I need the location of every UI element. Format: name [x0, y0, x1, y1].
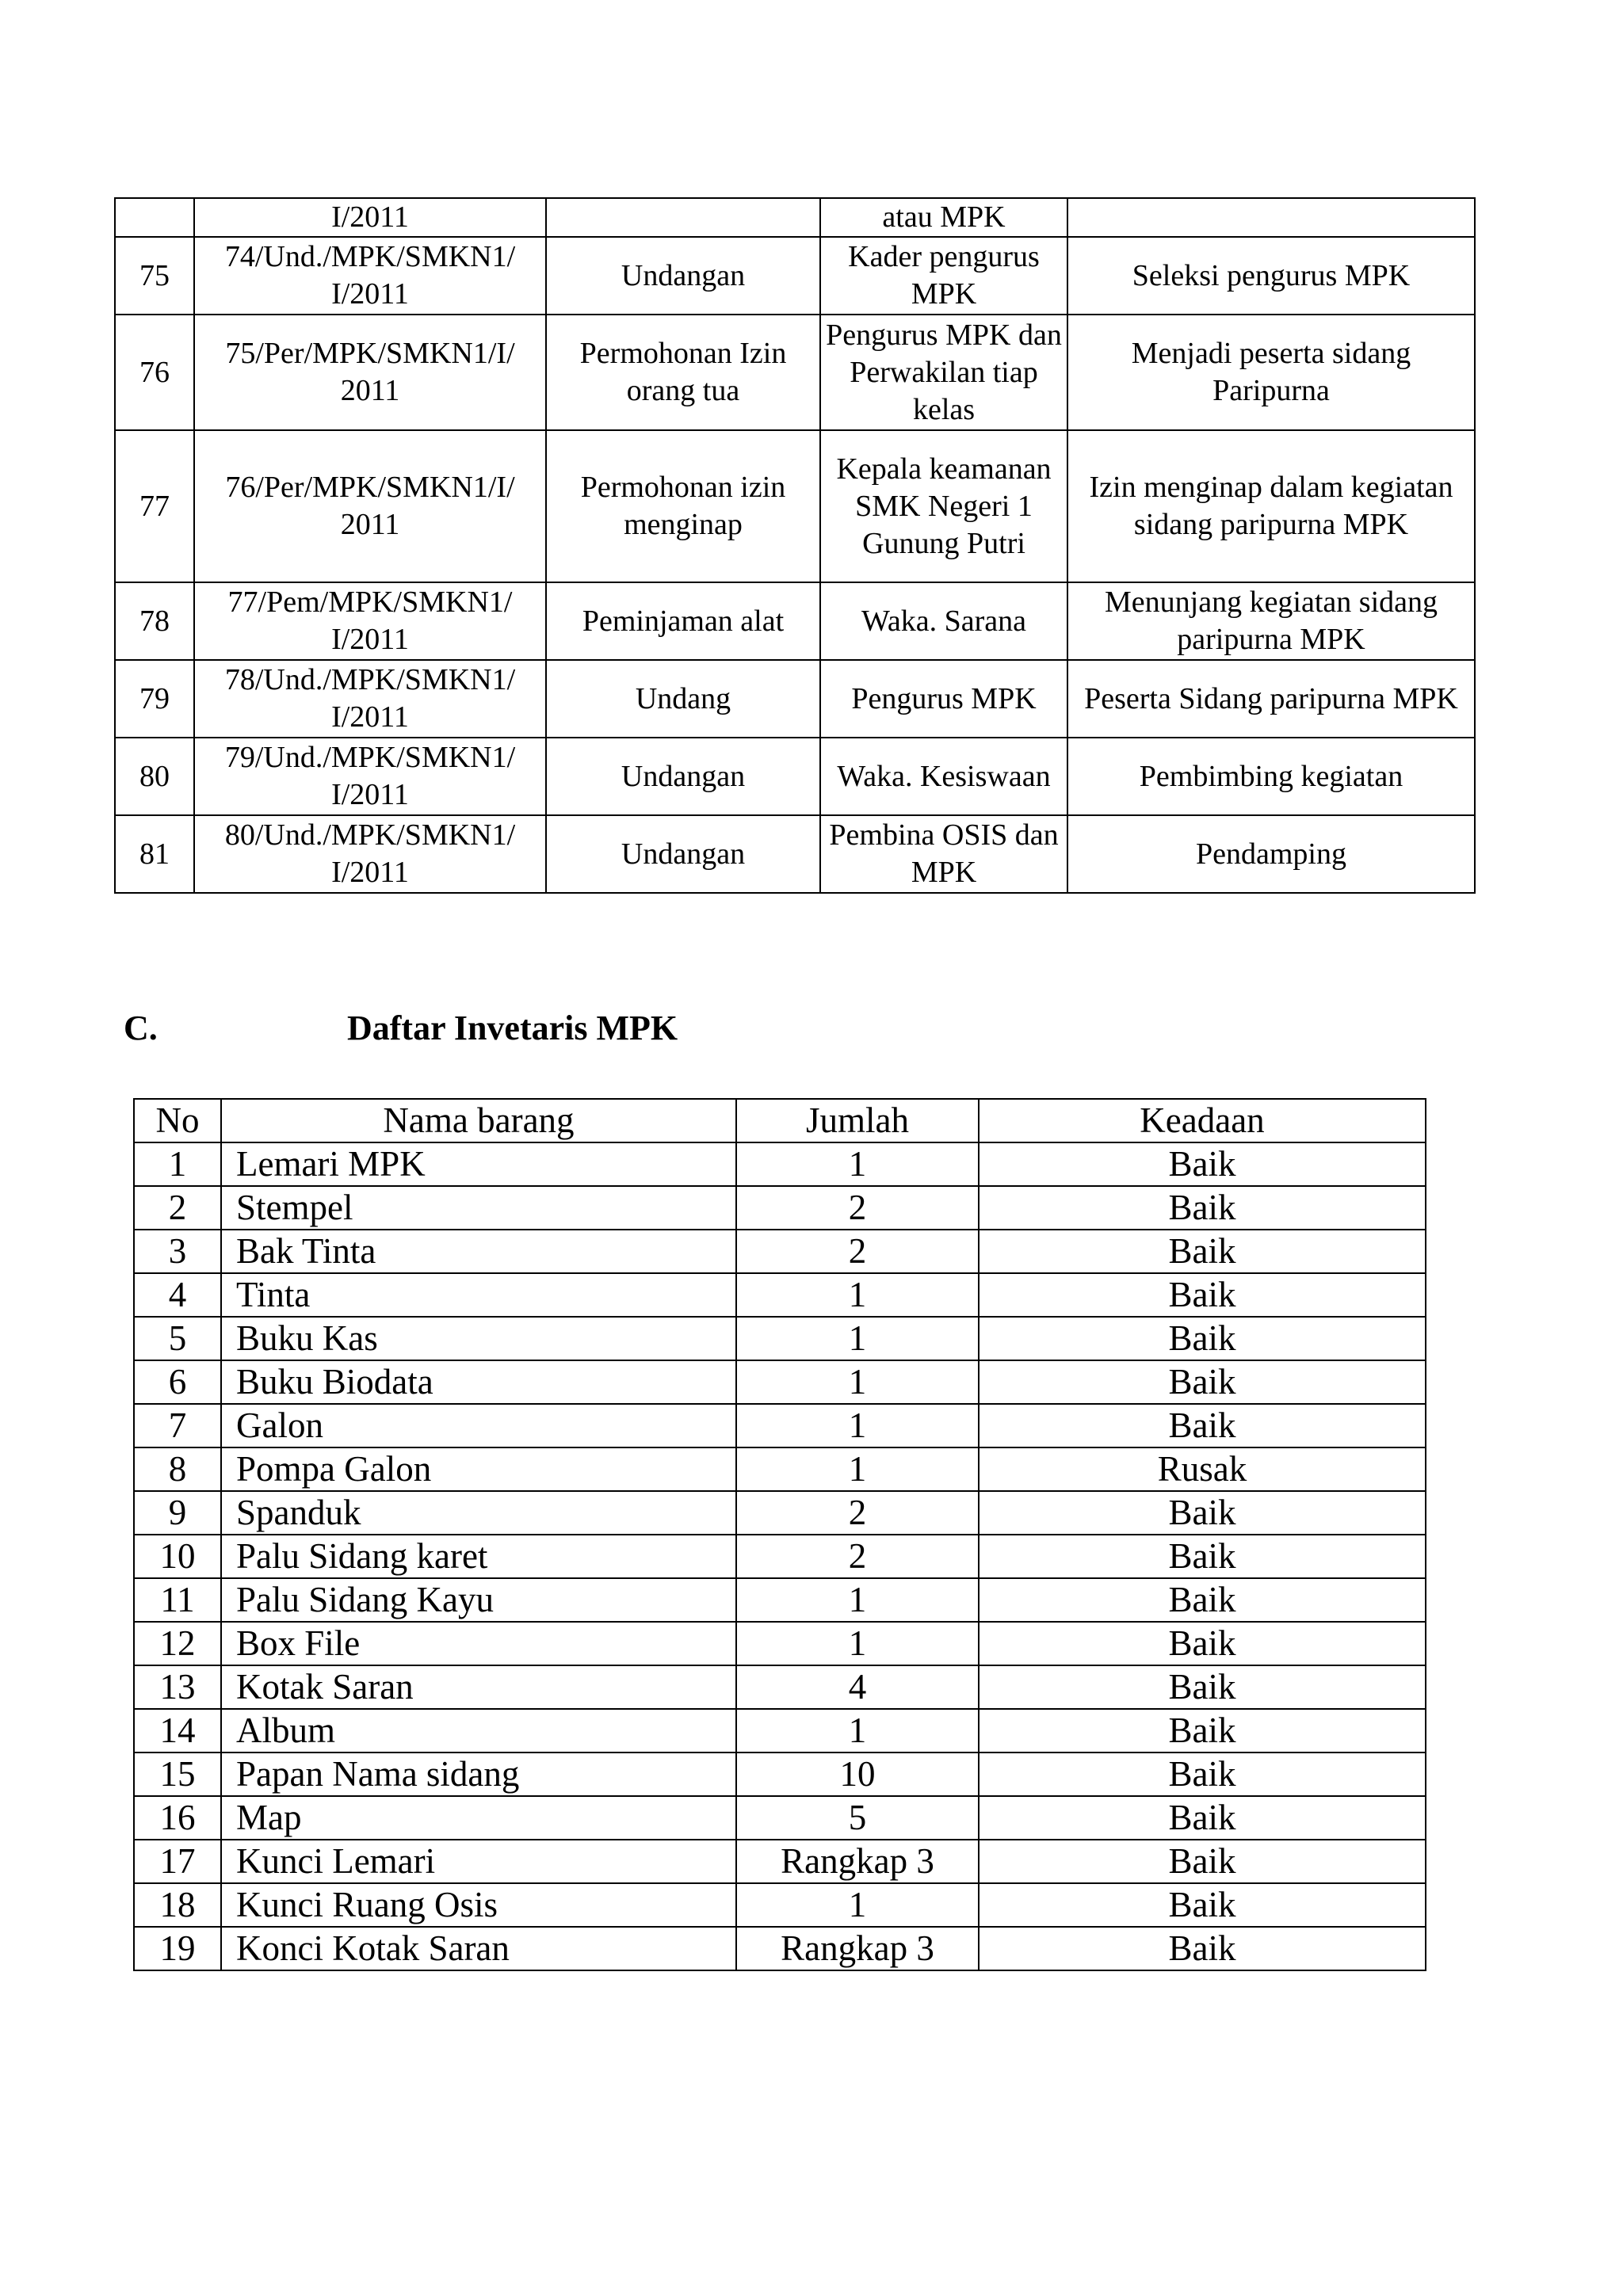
table-row — [134, 1491, 1426, 1535]
cell-no: 7 — [134, 1404, 221, 1447]
cell-no: 75 — [115, 237, 194, 315]
cell-no: 10 — [134, 1535, 221, 1578]
cell-jumlah: 1 — [736, 1709, 979, 1753]
cell-nama: Box File — [221, 1622, 736, 1665]
cell-no: 79 — [115, 660, 194, 738]
table-row — [115, 738, 1475, 815]
cell-no: 14 — [134, 1709, 221, 1753]
table-row — [115, 237, 1475, 315]
cell-keterangan: Menjadi peserta sidang Paripurna — [1067, 315, 1475, 430]
section-heading — [124, 1008, 678, 1049]
header-keadaan: Keadaan — [979, 1099, 1426, 1142]
cell-jumlah: 5 — [736, 1796, 979, 1840]
cell-nama: Kunci Lemari — [221, 1840, 736, 1883]
cell-tujuan: Kepala keamanan SMK Negeri 1 Gunung Putri — [820, 430, 1067, 582]
cell-no: 3 — [134, 1230, 221, 1273]
cell-no: 19 — [134, 1927, 221, 1970]
cell-keterangan — [1067, 198, 1475, 237]
cell-keadaan: Rusak — [979, 1447, 1426, 1491]
cell-no: 76 — [115, 315, 194, 430]
cell-nama: Lemari MPK — [221, 1142, 736, 1186]
cell-nama: Kotak Saran — [221, 1665, 736, 1709]
cell-keadaan: Baik — [979, 1840, 1426, 1883]
table-row — [134, 1622, 1426, 1665]
cell-jumlah: Rangkap 3 — [736, 1840, 979, 1883]
cell-perihal: Permohonan izin menginap — [546, 430, 820, 582]
cell-nama: Spanduk — [221, 1491, 736, 1535]
cell-nama: Palu Sidang karet — [221, 1535, 736, 1578]
cell-keadaan: Baik — [979, 1230, 1426, 1273]
cell-perihal — [546, 198, 820, 237]
cell-nomor: 74/Und./MPK/SMKN1/ I/2011 — [194, 237, 546, 315]
cell-keadaan: Baik — [979, 1142, 1426, 1186]
cell-jumlah: 1 — [736, 1317, 979, 1360]
table-row — [134, 1665, 1426, 1709]
cell-jumlah: 1 — [736, 1404, 979, 1447]
cell-perihal: Permohonan Izin orang tua — [546, 315, 820, 430]
cell-nama: Tinta — [221, 1273, 736, 1317]
cell-jumlah: 1 — [736, 1360, 979, 1404]
table-row — [134, 1753, 1426, 1796]
cell-no: 4 — [134, 1273, 221, 1317]
cell-keadaan: Baik — [979, 1796, 1426, 1840]
cell-keadaan: Baik — [979, 1883, 1426, 1927]
cell-no: 15 — [134, 1753, 221, 1796]
cell-keterangan: Peserta Sidang paripurna MPK — [1067, 660, 1475, 738]
cell-nama: Papan Nama sidang — [221, 1753, 736, 1796]
cell-keadaan: Baik — [979, 1317, 1426, 1360]
cell-keadaan: Baik — [979, 1360, 1426, 1404]
cell-keterangan: Pembimbing kegiatan — [1067, 738, 1475, 815]
cell-nama: Bak Tinta — [221, 1230, 736, 1273]
cell-no — [115, 198, 194, 237]
table-row — [134, 1186, 1426, 1230]
cell-nama: Stempel — [221, 1186, 736, 1230]
cell-keadaan: Baik — [979, 1491, 1426, 1535]
cell-no: 6 — [134, 1360, 221, 1404]
cell-nomor: 77/Pem/MPK/SMKN1/ I/2011 — [194, 582, 546, 660]
table-row — [134, 1447, 1426, 1491]
table-row — [115, 582, 1475, 660]
table-row — [134, 1927, 1426, 1970]
cell-perihal: Undangan — [546, 237, 820, 315]
cell-keadaan: Baik — [979, 1273, 1426, 1317]
table-row — [134, 1404, 1426, 1447]
cell-nama: Album — [221, 1709, 736, 1753]
cell-nomor: 80/Und./MPK/SMKN1/ I/2011 — [194, 815, 546, 893]
cell-tujuan: Pembina OSIS dan MPK — [820, 815, 1067, 893]
header-nama: Nama barang — [221, 1099, 736, 1142]
cell-nama: Buku Kas — [221, 1317, 736, 1360]
table-row — [115, 315, 1475, 430]
cell-jumlah: Rangkap 3 — [736, 1927, 979, 1970]
cell-no: 18 — [134, 1883, 221, 1927]
cell-no: 8 — [134, 1447, 221, 1491]
table-row — [134, 1840, 1426, 1883]
cell-nama: Galon — [221, 1404, 736, 1447]
table-row — [134, 1360, 1426, 1404]
cell-nama: Map — [221, 1796, 736, 1840]
cell-no: 77 — [115, 430, 194, 582]
table-row — [134, 1230, 1426, 1273]
cell-nama: Palu Sidang Kayu — [221, 1578, 736, 1622]
cell-keterangan: Pendamping — [1067, 815, 1475, 893]
cell-nama: Kunci Ruang Osis — [221, 1883, 736, 1927]
cell-tujuan: atau MPK — [820, 198, 1067, 237]
table-row — [134, 1142, 1426, 1186]
cell-tujuan: Waka. Kesiswaan — [820, 738, 1067, 815]
table-row — [115, 198, 1475, 237]
surat-table-body — [115, 198, 1475, 893]
cell-keterangan: Izin menginap dalam kegiatan sidang paripurna MPK — [1067, 430, 1475, 582]
cell-tujuan: Kader pengurus MPK — [820, 237, 1067, 315]
table-row — [134, 1709, 1426, 1753]
cell-keadaan: Baik — [979, 1535, 1426, 1578]
inventaris-header-row — [134, 1099, 1426, 1142]
cell-jumlah: 1 — [736, 1142, 979, 1186]
section-letter: C. — [124, 1009, 158, 1047]
cell-no: 9 — [134, 1491, 221, 1535]
cell-no: 11 — [134, 1578, 221, 1622]
cell-no: 13 — [134, 1665, 221, 1709]
cell-jumlah: 1 — [736, 1622, 979, 1665]
cell-no: 80 — [115, 738, 194, 815]
cell-tujuan: Waka. Sarana — [820, 582, 1067, 660]
cell-keadaan: Baik — [979, 1665, 1426, 1709]
cell-nama: Konci Kotak Saran — [221, 1927, 736, 1970]
cell-no: 5 — [134, 1317, 221, 1360]
header-no: No — [134, 1099, 221, 1142]
cell-tujuan: Pengurus MPK — [820, 660, 1067, 738]
cell-no: 16 — [134, 1796, 221, 1840]
cell-keadaan: Baik — [979, 1186, 1426, 1230]
cell-no: 2 — [134, 1186, 221, 1230]
cell-perihal: Undang — [546, 660, 820, 738]
inventaris-body — [134, 1142, 1426, 1970]
cell-perihal: Undangan — [546, 815, 820, 893]
cell-tujuan: Pengurus MPK dan Perwakilan tiap kelas — [820, 315, 1067, 430]
header-jumlah: Jumlah — [736, 1099, 979, 1142]
table-row — [134, 1535, 1426, 1578]
cell-no: 17 — [134, 1840, 221, 1883]
cell-nomor: I/2011 — [194, 198, 546, 237]
cell-perihal: Undangan — [546, 738, 820, 815]
table-row — [134, 1317, 1426, 1360]
cell-keadaan: Baik — [979, 1622, 1426, 1665]
cell-nama: Buku Biodata — [221, 1360, 736, 1404]
cell-keadaan: Baik — [979, 1753, 1426, 1796]
cell-jumlah: 2 — [736, 1491, 979, 1535]
cell-keterangan: Seleksi pengurus MPK — [1067, 237, 1475, 315]
cell-jumlah: 10 — [736, 1753, 979, 1796]
table-row — [134, 1796, 1426, 1840]
section-title: Daftar Invetaris MPK — [347, 1009, 678, 1047]
cell-jumlah: 1 — [736, 1273, 979, 1317]
cell-perihal: Peminjaman alat — [546, 582, 820, 660]
cell-no: 78 — [115, 582, 194, 660]
cell-keadaan: Baik — [979, 1578, 1426, 1622]
cell-keadaan: Baik — [979, 1927, 1426, 1970]
cell-jumlah: 1 — [736, 1447, 979, 1491]
cell-keadaan: Baik — [979, 1404, 1426, 1447]
table-row — [115, 430, 1475, 582]
cell-keadaan: Baik — [979, 1709, 1426, 1753]
surat-table — [114, 197, 1476, 894]
table-row — [115, 660, 1475, 738]
cell-no: 81 — [115, 815, 194, 893]
cell-jumlah: 2 — [736, 1535, 979, 1578]
cell-nomor: 75/Per/MPK/SMKN1/I/ 2011 — [194, 315, 546, 430]
table-row — [134, 1883, 1426, 1927]
table-row — [134, 1273, 1426, 1317]
cell-nomor: 79/Und./MPK/SMKN1/ I/2011 — [194, 738, 546, 815]
cell-jumlah: 1 — [736, 1578, 979, 1622]
cell-keterangan: Menunjang kegiatan sidang paripurna MPK — [1067, 582, 1475, 660]
cell-jumlah: 2 — [736, 1230, 979, 1273]
cell-nama: Pompa Galon — [221, 1447, 736, 1491]
table-row — [134, 1578, 1426, 1622]
cell-jumlah: 2 — [736, 1186, 979, 1230]
inventaris-header — [134, 1099, 1426, 1142]
cell-no: 12 — [134, 1622, 221, 1665]
inventaris-table — [133, 1098, 1426, 1971]
cell-nomor: 76/Per/MPK/SMKN1/I/ 2011 — [194, 430, 546, 582]
table-row — [115, 815, 1475, 893]
cell-nomor: 78/Und./MPK/SMKN1/ I/2011 — [194, 660, 546, 738]
cell-jumlah: 1 — [736, 1883, 979, 1927]
cell-jumlah: 4 — [736, 1665, 979, 1709]
cell-no: 1 — [134, 1142, 221, 1186]
